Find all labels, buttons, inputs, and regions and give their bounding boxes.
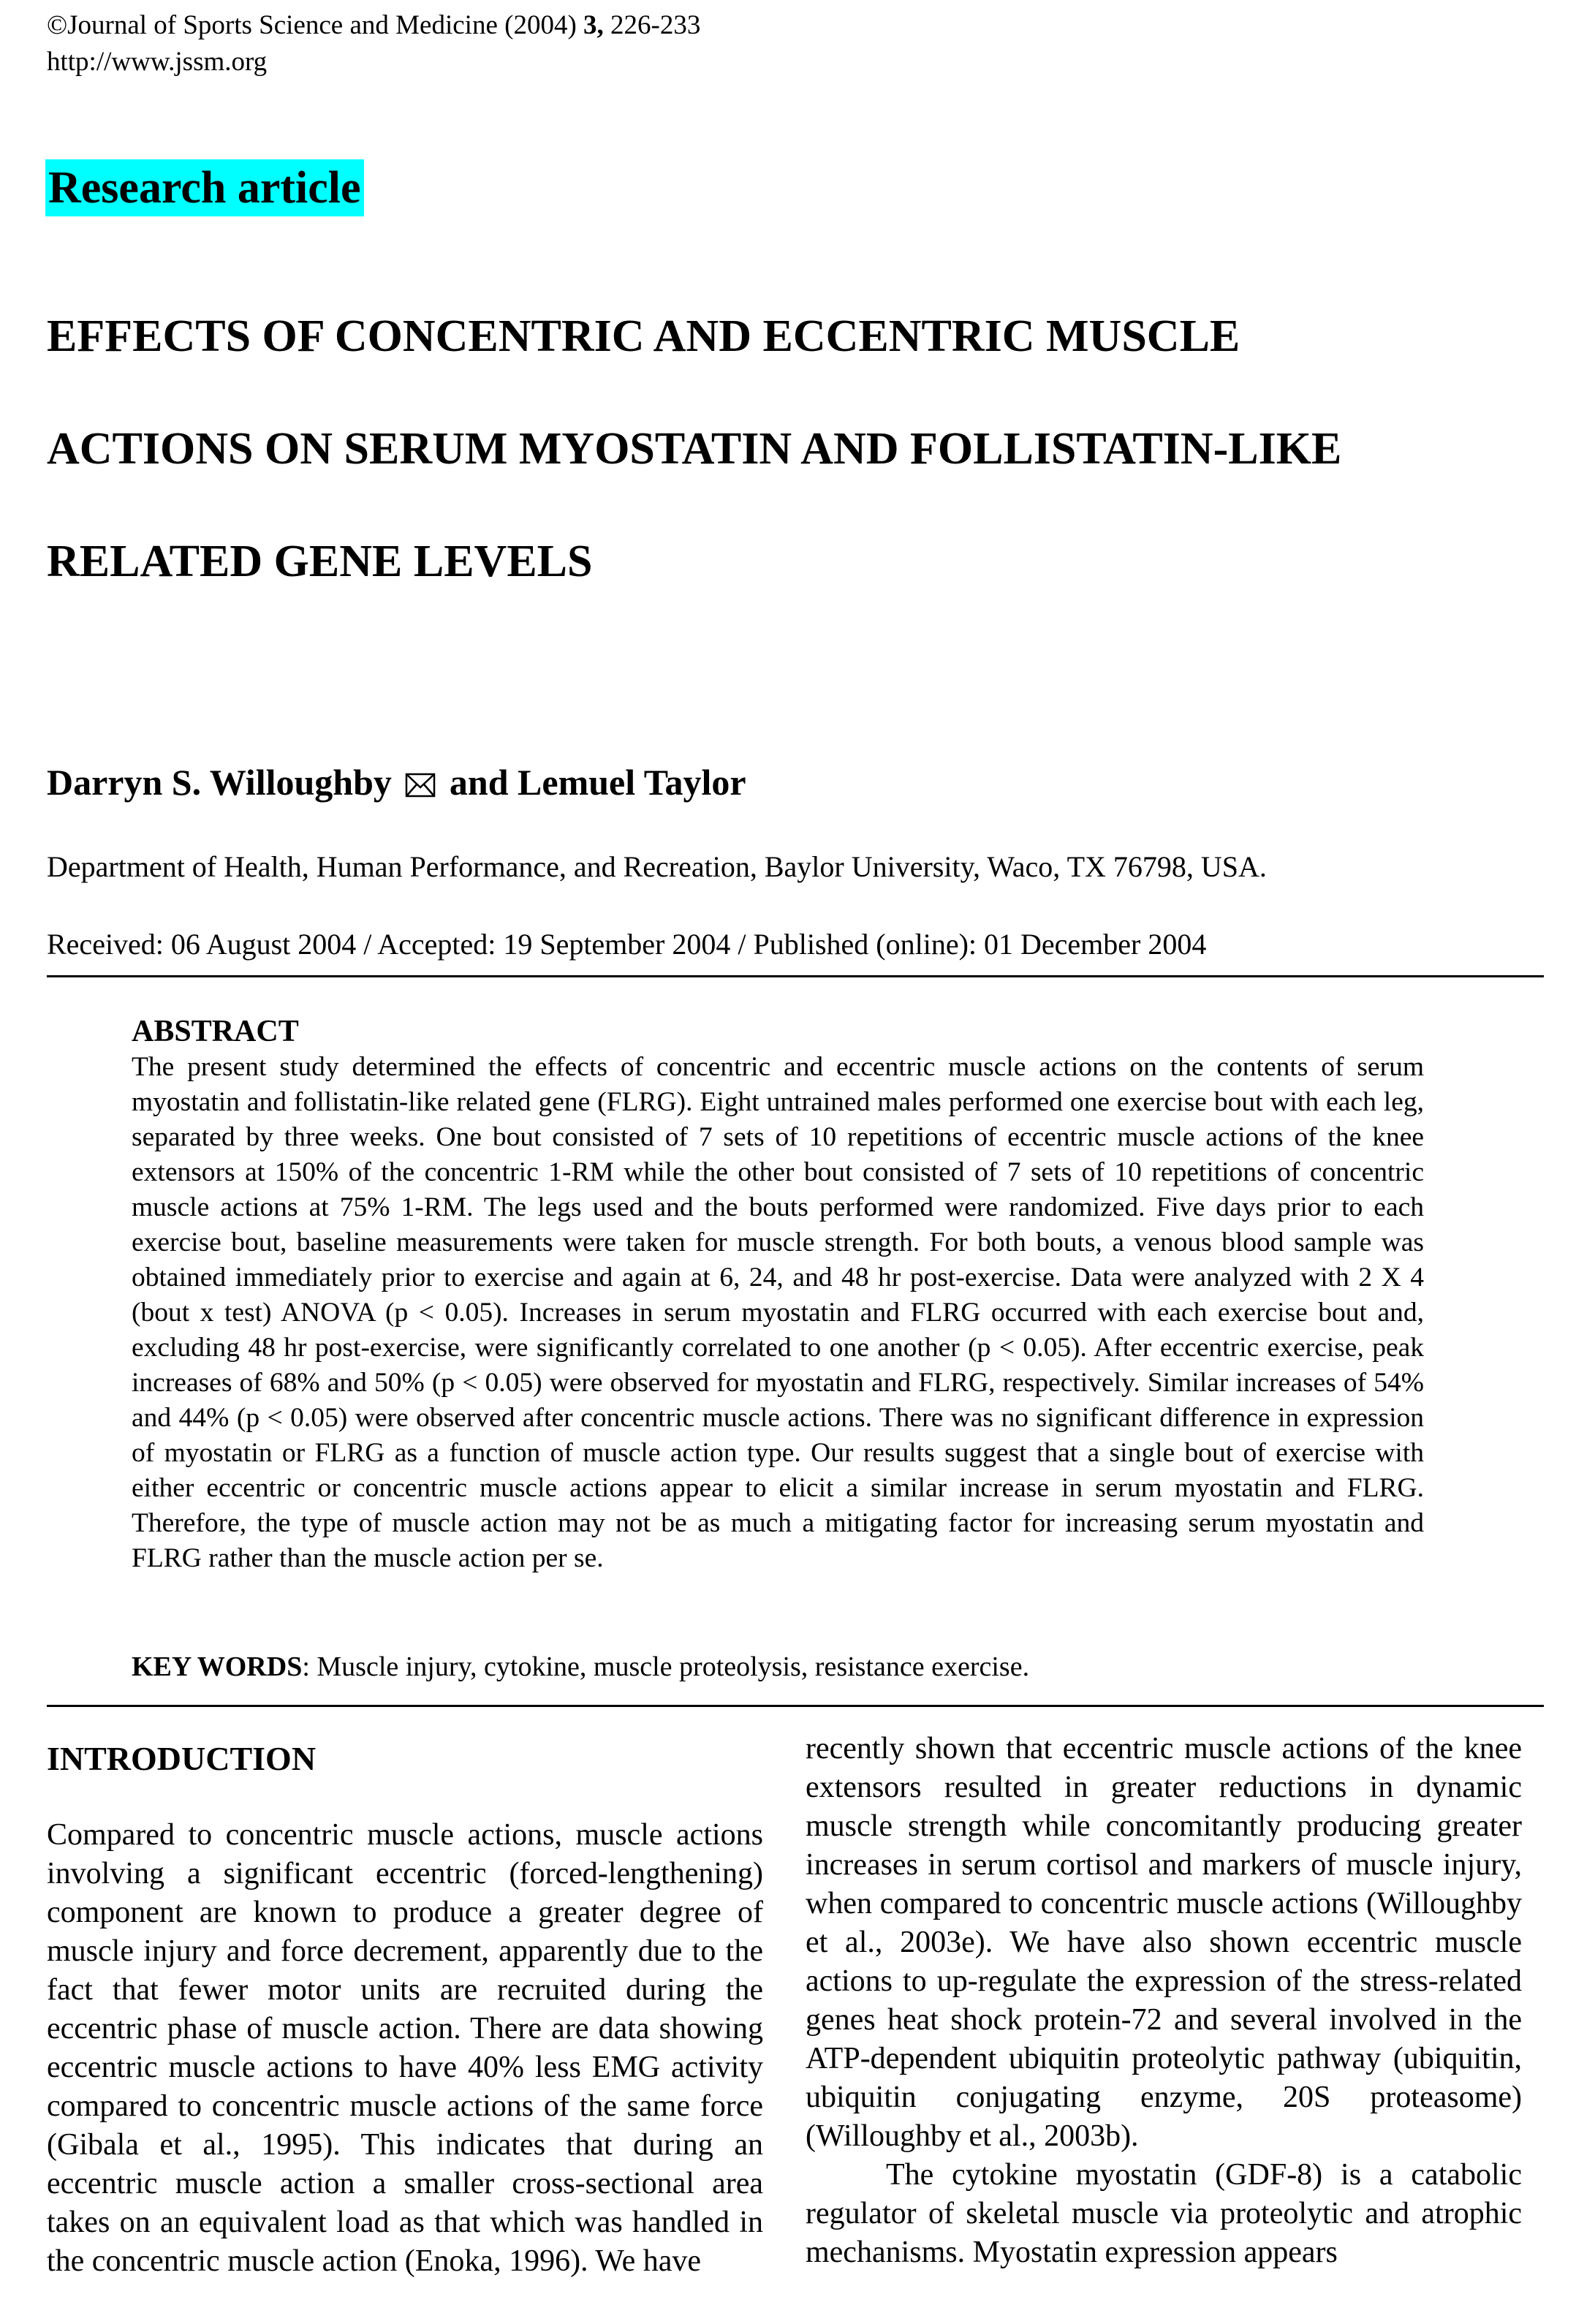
divider-top [47,975,1544,977]
affiliation: Department of Health, Human Performance, and Recreation, Baylor University, Waco, TX 76798, USA. [47,850,1267,883]
title-line-2: ACTIONS ON SERUM MYOSTATIN AND FOLLISTATIN-LIKE [47,424,1342,474]
intro-paragraph-1: Compared to concentric muscle actions, muscle actions involving a significant eccentric (forced-lengthening) component are known to produce a greater degree of muscle injury and force decrement, apparently due to the fact that fewer motor units are recruited during the eccentric phase of muscle action. There are data showing eccentric muscle actions to have 40% less EMG activity compared to concentric muscle actions of the same force (Gibala et al., 1995). This indicates that during an eccentric muscle action a smaller cross-sectional area takes on an equivalent load as that which was handled in the concentric muscle action (Enoka, 1996). We have [47,1818,763,2278]
author-list [47,760,746,807]
keywords [132,1649,1029,1684]
journal-name: ©Journal of Sports Science and Medicine (2004) [47,10,584,40]
journal-url[interactable]: http://www.jssm.org [47,47,268,77]
keywords-label: KEY WORDS [132,1651,303,1682]
divider-bottom [47,1705,1544,1707]
author-1: Darryn S. Willoughby [47,762,392,803]
envelope-icon[interactable] [405,763,436,807]
author-2: and Lemuel Taylor [449,762,746,803]
abstract-heading: ABSTRACT [132,1015,299,1048]
intro-right-column [806,1730,1522,2272]
intro-left-column [47,1816,763,2281]
intro-paragraph-2: The cytokine myostatin (GDF-8) is a catabolic regulator of skeletal muscle via proteolytic and atrophic mechanisms. Myostatin expression appears [806,2158,1522,2269]
introduction-heading: INTRODUCTION [47,1740,317,1777]
abstract-text: The present study determined the effects of concentric and eccentric muscle actions on the contents of serum myostatin and follistatin-like related gene (FLRG). Eight untrained males performed one exercise bout with each leg, separated by three weeks. One bout consisted of 7 sets of 10 repetitions of eccentric muscle actions of the knee extensors at 150% of the concentric 1-RM while the other bout consisted of 7 sets of 10 repetitions of concentric muscle actions at 75% 1-RM. The legs used and the bouts performed were randomized. Five days prior to each exercise bout, baseline measurements were taken for muscle strength. For both bouts, a venous blood sample was obtained immediately prior to exercise and again at 6, 24, and 48 hr post-exercise. Data were analyzed with 2 X 4 (bout x test) ANOVA (p < 0.05). Increases in serum myostatin and FLRG occurred with each exercise bout and, excluding 48 hr post-exercise, were significantly correlated to one another (p < 0.05). After eccentric exercise, peak increases of 68% and 50% (p < 0.05) were observed for myostatin and FLRG, respectively. Similar increases of 54% and 44% (p < 0.05) were observed after concentric muscle actions. There was no significant difference in expression of myostatin or FLRG as a function of muscle action type. Our results suggest that a single bout of exercise with either eccentric or concentric muscle actions appear to elicit a similar increase in serum myostatin and FLRG. Therefore, the type of muscle action may not be as much a mitigating factor for increasing serum myostatin and FLRG rather than the muscle action per se. [132,1052,1424,1573]
title-line-3: RELATED GENE LEVELS [47,537,593,586]
intro-paragraph-1-continued: recently shown that eccentric muscle actions of the knee extensors resulted in greater reductions in dynamic muscle strength while concomitantly producing greater increases in serum cortisol and markers of muscle injury, when compared to concentric muscle actions (Willoughby et al., 2003e). We have also shown eccentric muscle actions to up-regulate the expression of the stress-related genes heat shock protein-72 and several involved in the ATP-dependent ubiquitin proteolytic pathway (ubiquitin, ubiquitin conjugating enzyme, 20S proteasome) (Willoughby et al., 2003b). [806,1732,1522,2153]
journal-volume: 3, [583,10,604,40]
journal-pages: 226-233 [603,10,701,40]
journal-citation [47,10,700,41]
keywords-text: : Muscle injury, cytokine, muscle proteolysis, resistance exercise. [302,1651,1030,1682]
article-type-label: Research article [45,159,364,216]
publication-dates: Received: 06 August 2004 / Accepted: 19 September 2004 / Published (online): 01 December 2004 [47,928,1207,961]
title-line-1: EFFECTS OF CONCENTRIC AND ECCENTRIC MUSCLE [47,311,1240,361]
